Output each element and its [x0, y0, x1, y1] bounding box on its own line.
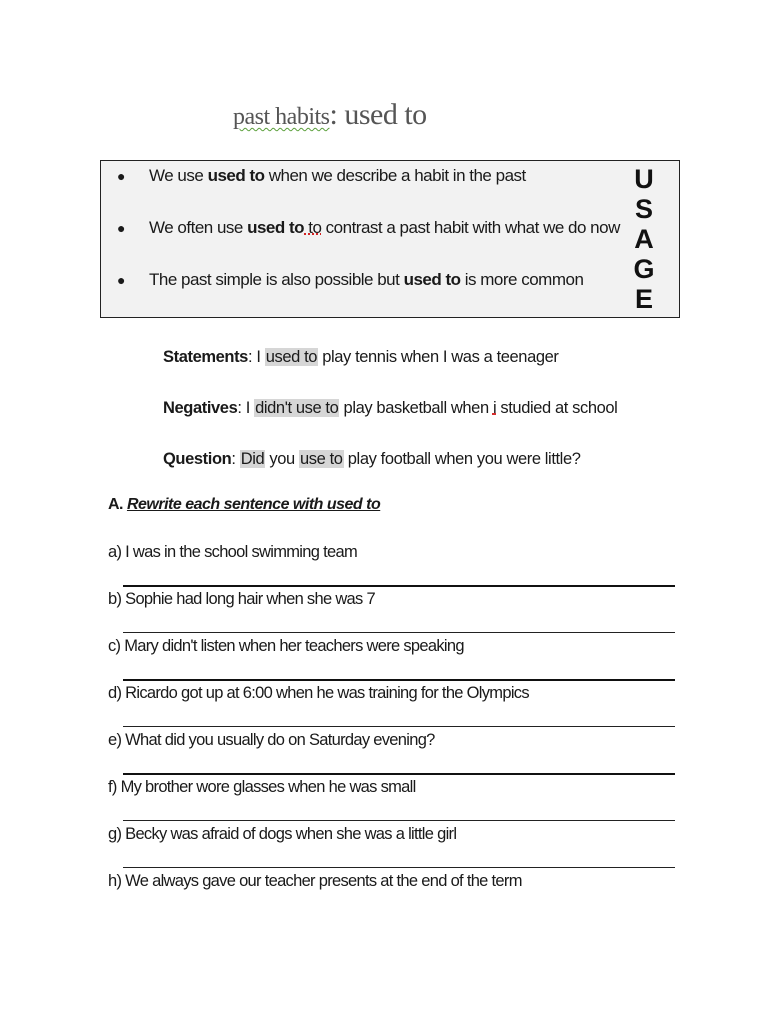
- example-question: Question: Did you use to play football when you were little?: [163, 450, 581, 468]
- page-title: [233, 98, 427, 132]
- bullet-icon: ●: [117, 168, 125, 184]
- exercise-item: g) Becky was afraid of dogs when she was a little girl: [108, 825, 457, 843]
- example-negatives: Negatives: I didn't use to play basketball when i studied at school: [163, 399, 618, 417]
- bullet-icon: ●: [117, 220, 125, 236]
- exercise-item: h) We always gave our teacher presents at the end of the term: [108, 872, 522, 890]
- usage-bullet: ● We use used to when we describe a habit in the past: [117, 166, 526, 185]
- exercise-item: c) Mary didn't listen when her teachers were speaking: [108, 637, 464, 655]
- exercise-item: b) Sophie had long hair when she was 7: [108, 590, 375, 608]
- answer-line[interactable]: [123, 585, 675, 587]
- answer-line[interactable]: [123, 867, 675, 868]
- usage-bullet: ● We often use used to to contrast a past habit with what we do now: [117, 218, 620, 237]
- usage-side-word: U S A G E: [633, 164, 655, 314]
- exercise-item: d) Ricardo got up at 6:00 when he was training for the Olympics: [108, 684, 529, 702]
- answer-line[interactable]: [123, 820, 675, 821]
- exercise-item: e) What did you usually do on Saturday evening?: [108, 731, 435, 749]
- bullet-icon: ●: [117, 272, 125, 288]
- exercise-item: a) I was in the school swimming team: [108, 543, 357, 561]
- usage-box: [100, 160, 680, 318]
- exercise-heading: A. Rewrite each sentence with used to: [108, 496, 381, 513]
- answer-line[interactable]: [123, 679, 675, 681]
- answer-line[interactable]: [123, 632, 675, 633]
- answer-line[interactable]: [123, 773, 675, 775]
- answer-line[interactable]: [123, 726, 675, 727]
- usage-bullet: ● The past simple is also possible but used to is more common: [117, 270, 584, 289]
- title-used-to: : used to: [329, 98, 427, 131]
- exercise-item: f) My brother wore glasses when he was small: [108, 778, 416, 796]
- example-statements: Statements: I used to play tennis when I was a teenager: [163, 348, 559, 366]
- title-past-habits: past habits: [233, 104, 330, 130]
